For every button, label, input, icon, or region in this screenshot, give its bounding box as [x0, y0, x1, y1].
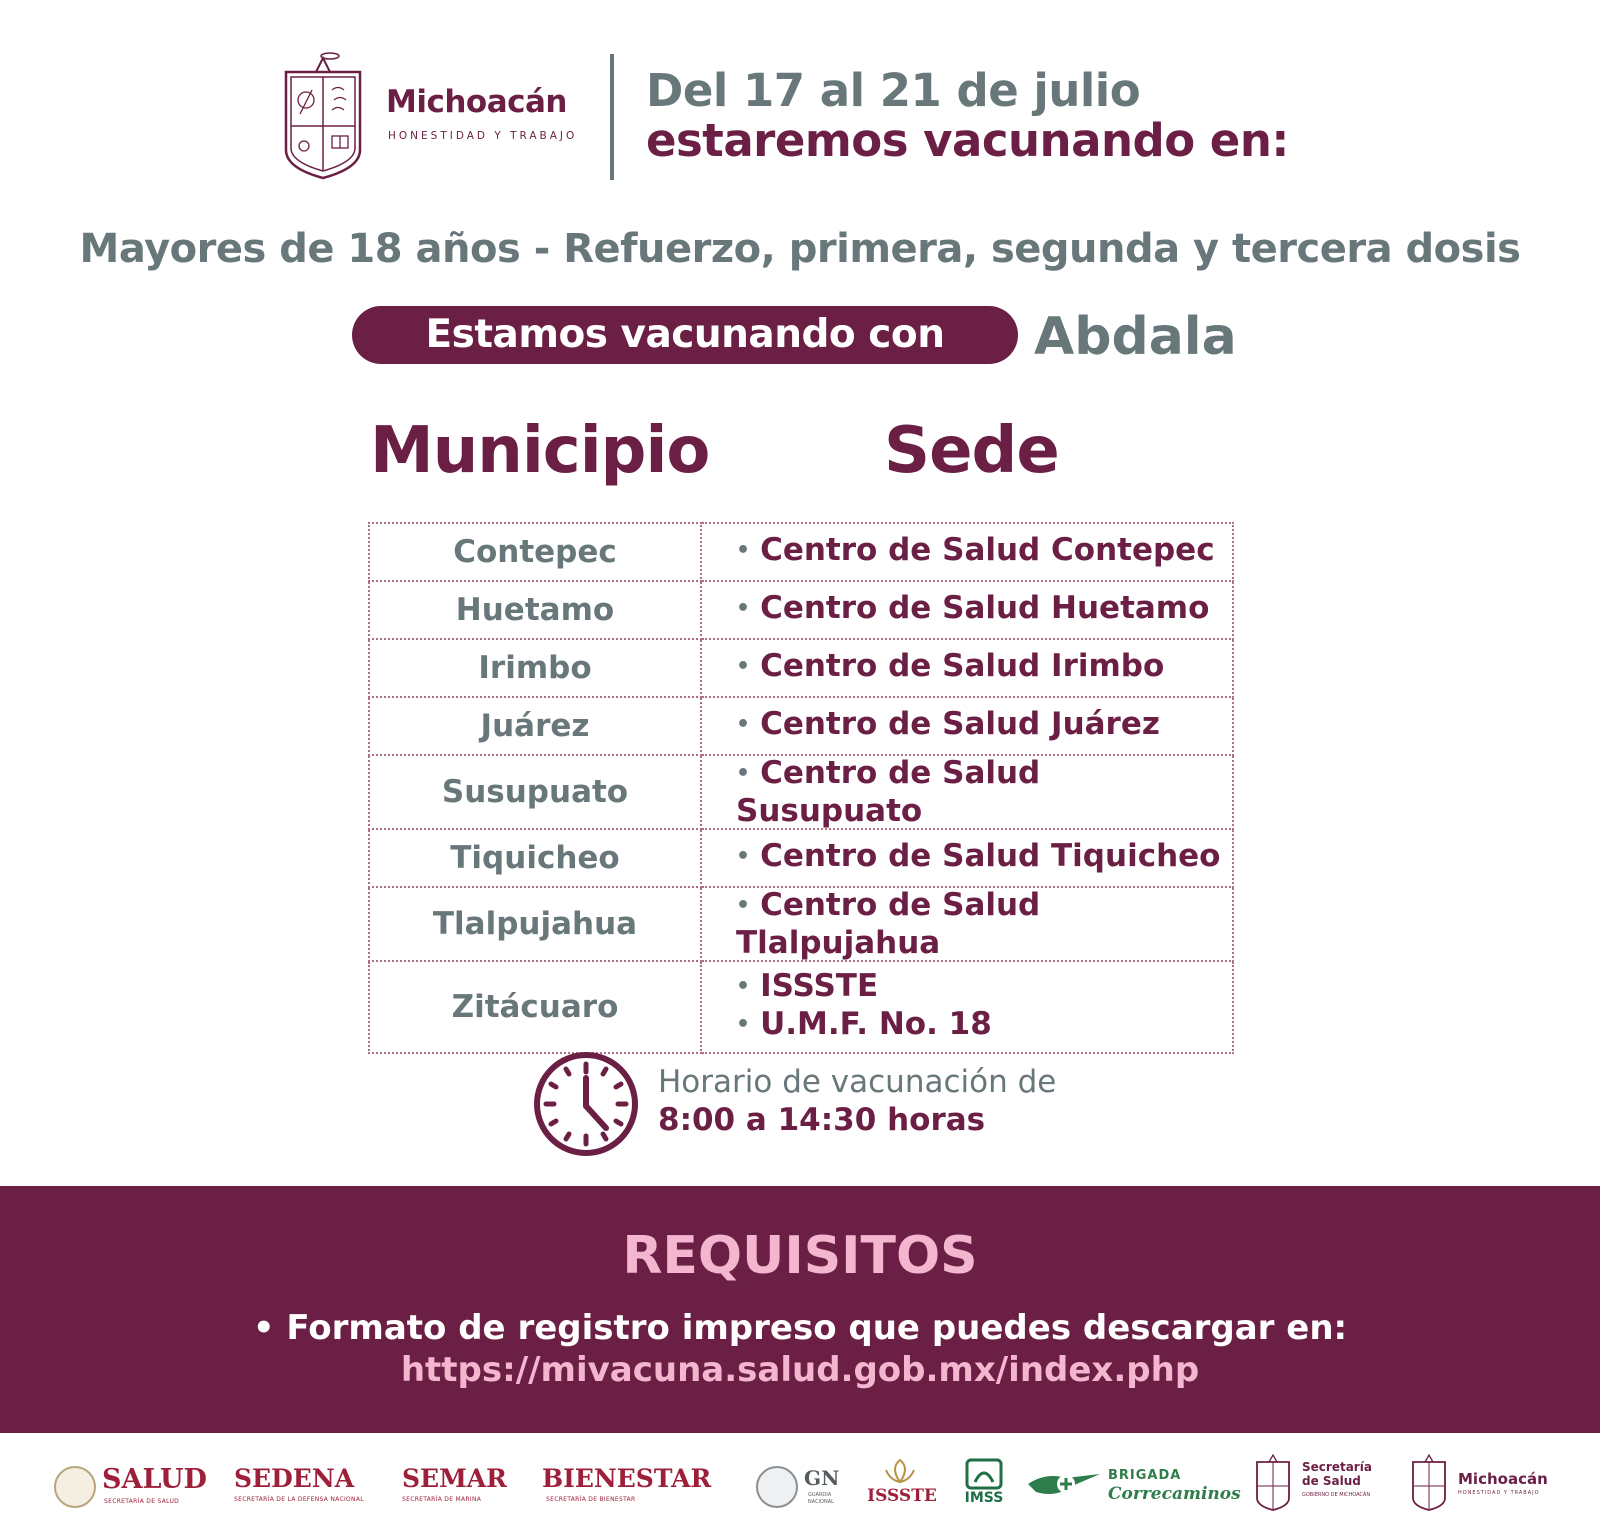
michoacan-shield-logo: [282, 50, 364, 182]
brigada-logo-text: BRIGADA: [1108, 1468, 1182, 1483]
issste-emblem-icon: [880, 1458, 920, 1484]
sede-cell: [701, 755, 1233, 829]
sede-item: [736, 756, 1232, 828]
sede-cell: [701, 829, 1233, 887]
municipio-cell: Huetamo: [369, 581, 701, 639]
sede-name: Centro de Salud Tiquicheo: [760, 838, 1221, 874]
table-row: [369, 523, 1233, 581]
sede-cell: [701, 697, 1233, 755]
table-row: [369, 581, 1233, 639]
vaccine-banner-pill: Estamos vacunando con: [352, 306, 1018, 364]
gn-logo-sub1: GUARDIA: [808, 1492, 832, 1498]
sede-item: [736, 707, 1232, 745]
sede-name: Centro de Salud Irimbo: [760, 648, 1165, 684]
semar-logo: [402, 1464, 507, 1503]
michoacan-footer-sub: HONESTIDAD Y TRABAJO: [1458, 1490, 1540, 1496]
sede-name: U.M.F. No. 18: [760, 1006, 992, 1042]
requisitos-title: REQUISITOS: [622, 1226, 978, 1286]
guardia-nacional-seal-icon: [756, 1466, 798, 1508]
salud-logo-sub: SECRETARÍA DE SALUD: [104, 1498, 180, 1505]
sede-item: [736, 533, 1232, 571]
sede-name: Centro de Salud Tlalpujahua: [736, 887, 1041, 961]
sede-cell: [701, 961, 1233, 1053]
sede-cell: [701, 523, 1233, 581]
municipio-cell: Tiquicheo: [369, 829, 701, 887]
requisitos-item: • Formato de registro impreso que puedes descargar en:: [252, 1308, 1348, 1348]
table-body: [369, 523, 1233, 1053]
bullet-icon: •: [736, 893, 751, 918]
date-range: Del 17 al 21 de julio: [646, 64, 1141, 117]
gn-logo-text: GN: [804, 1466, 840, 1490]
issste-logo: [862, 1458, 942, 1506]
mexico-seal-icon: [54, 1466, 96, 1508]
michoacan-shield-small-icon: [1410, 1452, 1448, 1512]
bullet-icon: •: [736, 761, 751, 786]
municipio-cell: Zitácuaro: [369, 961, 701, 1053]
sede-cell: [701, 581, 1233, 639]
column-header-municipio: Municipio: [370, 414, 710, 488]
sede-name: Centro de Salud Huetamo: [760, 590, 1210, 626]
bullet-icon: •: [736, 654, 751, 679]
sede-item: [736, 888, 1232, 960]
table-row: [369, 887, 1233, 961]
sede-item: [736, 649, 1232, 687]
bienestar-logo-text: BIENESTAR: [542, 1464, 712, 1493]
sedena-logo-sub: SECRETARÍA DE LA DEFENSA NACIONAL: [234, 1496, 364, 1503]
table-row: [369, 829, 1233, 887]
sede-cell: [701, 887, 1233, 961]
correcaminos-logo-text: Correcaminos: [1108, 1484, 1241, 1504]
sede-name: Centro de Salud Juárez: [760, 706, 1160, 742]
bullet-icon: •: [736, 712, 751, 737]
sede-cell: [701, 639, 1233, 697]
sedena-logo-text: SEDENA: [234, 1464, 355, 1493]
issste-logo-text: ISSSTE: [867, 1486, 937, 1506]
correcaminos-bird-icon: [1026, 1462, 1102, 1506]
brand-tagline: HONESTIDAD Y TRABAJO: [388, 130, 578, 142]
vaccination-sites-table: [368, 522, 1234, 1054]
imss-logo-text: IMSS: [964, 1490, 1004, 1506]
secretaria-salud-line1: Secretaría: [1302, 1460, 1372, 1474]
michoacan-footer-text: Michoacán: [1458, 1470, 1548, 1488]
schedule-label: Horario de vacunación de: [658, 1064, 1057, 1100]
table-row: [369, 755, 1233, 829]
table-row: [369, 961, 1233, 1053]
table-row: [369, 697, 1233, 755]
registration-link[interactable]: https://mivacuna.salud.gob.mx/index.php: [400, 1350, 1200, 1390]
brand-name: Michoacán: [386, 84, 568, 120]
schedule-hours: 8:00 a 14:30 horas: [658, 1102, 986, 1138]
vaccine-name: Abdala: [1034, 307, 1237, 367]
sedena-logo: [234, 1464, 364, 1503]
municipio-cell: Juárez: [369, 697, 701, 755]
gn-logo-sub2: NACIONAL: [808, 1499, 834, 1505]
michoacan-shield-small-icon: [1254, 1452, 1292, 1512]
semar-logo-sub: SECRETARÍA DE MARINA: [402, 1496, 482, 1503]
municipio-cell: Contepec: [369, 523, 701, 581]
column-header-sede: Sede: [884, 414, 1059, 488]
sede-item: [736, 839, 1232, 877]
sede-name: Centro de Salud Susupuato: [736, 755, 1041, 829]
imss-emblem-icon: [965, 1458, 1003, 1490]
sede-item: [736, 591, 1232, 629]
salud-logo-text: SALUD: [102, 1464, 207, 1495]
bullet-icon: •: [736, 844, 751, 869]
sede-name: Centro de Salud Contepec: [760, 532, 1215, 568]
table-row: [369, 639, 1233, 697]
header-divider: [610, 54, 614, 180]
municipio-cell: Tlalpujahua: [369, 887, 701, 961]
audience-line: Mayores de 18 años - Refuerzo, primera, segunda y tercera dosis: [79, 226, 1521, 272]
semar-logo-text: SEMAR: [402, 1464, 507, 1493]
sede-name: ISSSTE: [760, 968, 879, 1004]
municipio-cell: Susupuato: [369, 755, 701, 829]
header-subtitle: estaremos vacunando en:: [646, 114, 1289, 167]
secretaria-salud-sub: GOBIERNO DE MICHOACÁN: [1302, 1492, 1371, 1498]
sede-item: [736, 969, 1232, 1007]
clock-icon: [532, 1050, 640, 1158]
bullet-icon: •: [736, 538, 751, 563]
bullet-icon: •: [736, 974, 751, 999]
municipio-cell: Irimbo: [369, 639, 701, 697]
secretaria-salud-line2: de Salud: [1302, 1474, 1361, 1488]
bienestar-logo: [542, 1464, 711, 1503]
imss-logo: [962, 1458, 1006, 1506]
sede-item: [736, 1007, 1232, 1045]
bullet-icon: •: [736, 596, 751, 621]
bullet-icon: •: [736, 1012, 751, 1037]
bienestar-logo-sub: SECRETARÍA DE BIENESTAR: [546, 1496, 636, 1503]
